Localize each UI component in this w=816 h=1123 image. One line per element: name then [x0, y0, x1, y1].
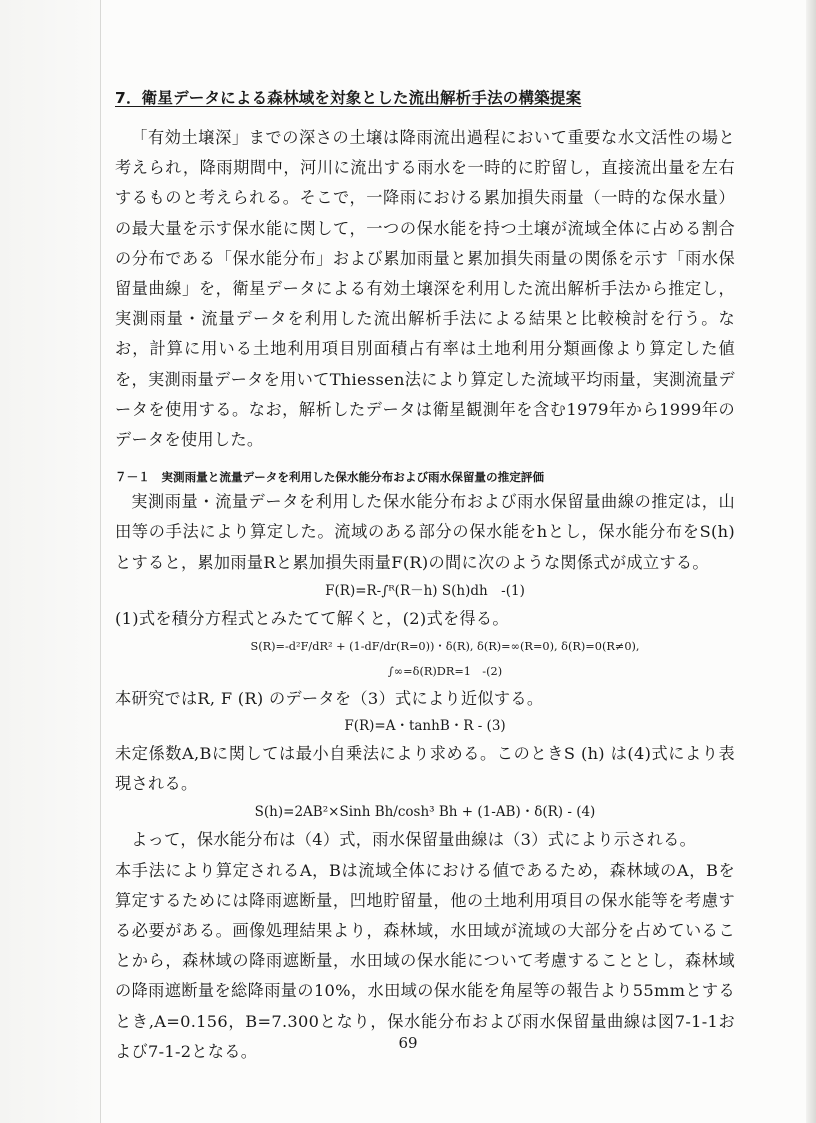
body-paragraph-1: 「有効土壌深」までの深さの土壌は降雨流出過程において重要な水文活性の場と考えられ，降雨期間中，河川に流出する雨水を一時的に貯留し，直接流出量を左右するものと考えられる。そこで，一降雨における累加損失雨量（一時的な保水量）の最大量を示す保水能に関して，一つの保水能を持つ土壌が流域全体に占める割合の分布である「保水能分布」および累加雨量と累加損失雨量の関係を示す「雨水保留量曲線」を，衛星データによる有効土壌深を利用した流出解析手法から推定し，実測雨量・流量データを利用した流出解析手法による結果と比較検討を行う。なお，計算に用いる土地利用項目別面積占有率は土地利用分類画像より算定した値を，実測雨量データを用いてThiessen法により算定した流域平均雨量，実測流量データを使用する。なお，解析したデータは衛星観測年を含む1979年から1999年のデータを使用した。 — [115, 128, 735, 450]
result-line: よって，保水能分布は（4）式，雨水保留量曲線は（3）式により示される。 — [131, 830, 697, 850]
equation-2b: ∫∞=δ(R)DR=1 -(2) — [387, 665, 503, 679]
equation-1-note: (1)式を積分方程式とみたてて解くと，(2)式を得る。 — [115, 608, 509, 628]
subsection-heading: ７－１ 実測雨量と流量データを利用した保水能分布および雨水保留量の推定評価 — [115, 470, 544, 485]
body-paragraph-2: 実測雨量・流量データを利用した保水能分布および雨水保留量曲線の推定は，山田等の手法により算定した。流域のある部分の保水能をhとし，保水能分布をS(h)とすると，累加雨量Rと累加損失雨量F(R)の間に次のような関係式が成立する。 — [115, 492, 735, 572]
equation-1: F(R)=R-∫ᴿ(R－h) S(h)dh -(1) — [325, 582, 525, 599]
body-paragraph-4: 本手法により算定されるA，Bは流域全体における値であるため，森林域のA，Bを算定するためには降雨遮断量，凹地貯留量，他の土地利用項目の保水能等を考慮する必要がある。画像処理結果より，森林域，水田域が流域の大部分を占めていることから，森林域の降雨遮断量，水田域の保水能について考慮することとし，森林域の降雨遮断量を総降雨量の10%，水田域の保水能を角屋等の報告より55mmとするとき,A=0.156，B=7.300となり，保水能分布および雨水保留量曲線は図7-1-1および7-1-2となる。 — [115, 860, 735, 1061]
equation-2a: S(R)=-d²F/dR² + (1-dF/dr(R=0))・δ(R), δ(R)=∞(R=0), δ(R)=0(R≠0), — [250, 640, 640, 654]
page-content — [115, 86, 735, 1067]
body-paragraph-3: 未定係数A,Bに関しては最小自乗法により求める。このときS (h) は(4)式により表現される。 — [115, 744, 735, 794]
page-number: 69 — [398, 1034, 418, 1052]
equation-4: S(h)=2AB²×Sinh Bh/cosh³ Bh + (1-AB)・δ(R) - (4) — [254, 804, 596, 821]
equation-3: F(R)=A・tanhB・R - (3) — [344, 718, 506, 735]
scan-right-edge — [806, 0, 816, 1123]
equation-3-intro: 本研究ではR, F (R) のデータを（3）式により近似する。 — [115, 689, 544, 709]
scan-binding-edge — [0, 0, 101, 1123]
section-title: 7．衛星データによる森林域を対象とした流出解析手法の構築提案 — [115, 89, 582, 107]
